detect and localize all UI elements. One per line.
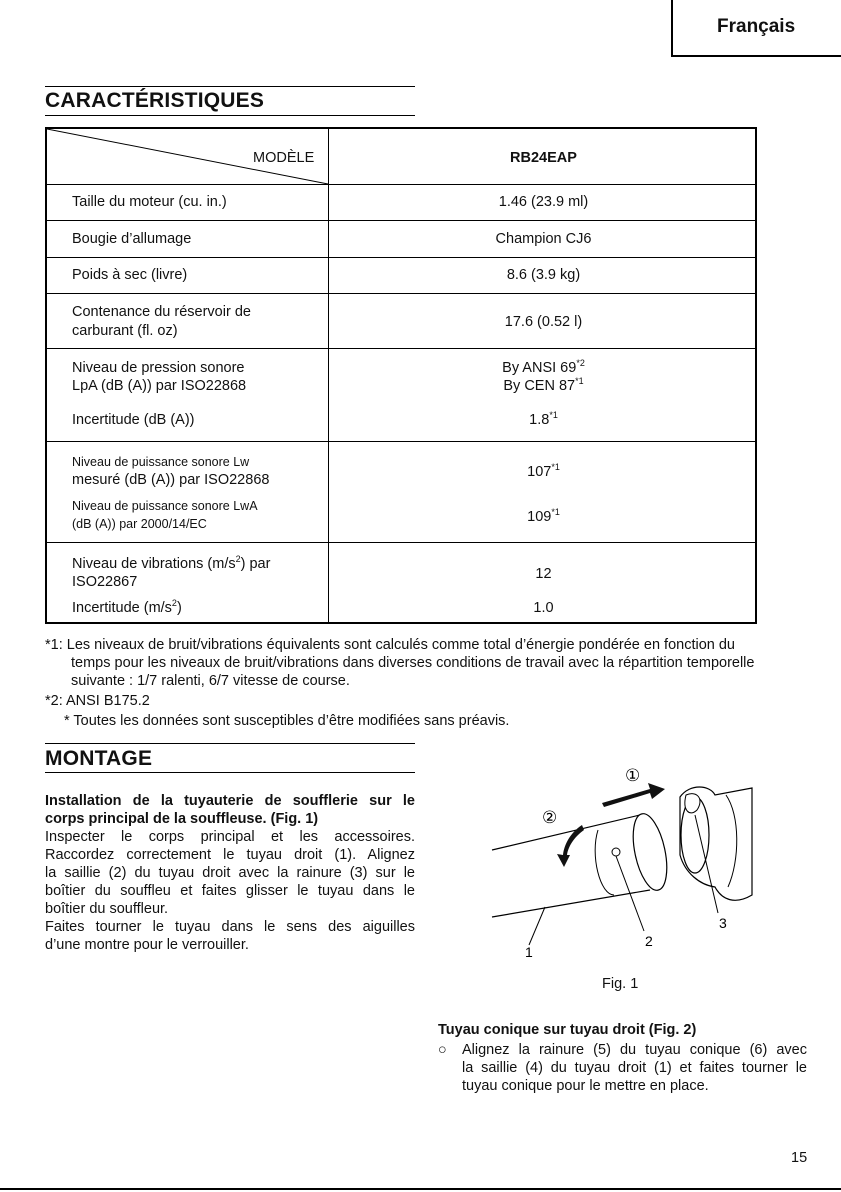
row-divider xyxy=(47,348,755,349)
row-label: (dB (A)) par 2000/14/EC xyxy=(72,517,207,531)
row-value: 8.6 (3.9 kg) xyxy=(506,267,581,283)
footnote-1-cont: temps pour les niveaux de bruit/vibrations dans diverses conditions de travail avec la répartition temporelle xyxy=(71,655,755,671)
row-value: By CEN 87$^{*1}$ xyxy=(503,376,584,394)
row-label: Taille du moteur (cu. in.) xyxy=(72,194,227,210)
callout-3: 3 xyxy=(719,915,727,931)
figure-caption: Fig. 1 xyxy=(602,976,639,992)
montage-text: boîtier du souffleu et faites glisser le tuyau dans le xyxy=(45,883,415,899)
row-label: mesuré (dB (A)) par ISO22868 xyxy=(72,472,270,488)
row-value: 1.46 (23.9 ml) xyxy=(498,194,589,210)
montage-subtitle: corps principal de la souffleuse. (Fig. 1) xyxy=(45,811,319,827)
montage-text: Inspecter le corps principal et les accessoires. xyxy=(45,829,415,845)
marker-1: ① xyxy=(625,766,641,786)
language-label: Français xyxy=(717,16,796,37)
row-divider xyxy=(47,293,755,294)
row-label: ISO22867 xyxy=(72,574,138,590)
row-value: 109$^{*1}$ xyxy=(527,507,560,525)
row-value: 17.6 (0.52 l) xyxy=(504,314,583,330)
row-value: 1.8$^{*1}$ xyxy=(529,410,558,428)
row-divider xyxy=(47,542,755,543)
row-value: Champion CJ6 xyxy=(495,231,592,247)
montage-text: Faites tourner le tuyau dans le sens des aiguilles xyxy=(45,919,415,935)
montage-text: d’une montre pour le verrouiller. xyxy=(45,937,249,953)
row-label: Niveau de vibrations $(m/s^2)$ par xyxy=(72,554,271,572)
montage-subtitle: Installation de la tuyauterie de soufflerie sur le xyxy=(45,793,415,809)
row-label: LpA (dB (A)) par ISO22868 xyxy=(72,378,247,394)
row-divider xyxy=(47,257,755,258)
callout-2: 2 xyxy=(645,933,653,949)
row-value: 12 xyxy=(535,566,552,582)
footnote-1-cont: suivante : 1/7 ralenti, 6/7 vitesse de course. xyxy=(71,673,350,689)
section-heading: Tuyau conique sur tuyau droit (Fig. 2) xyxy=(438,1022,697,1038)
language-tab xyxy=(671,0,841,57)
row-value: 107$^{*1}$ xyxy=(527,462,560,480)
section-text: tuyau conique pour le mettre en place. xyxy=(462,1078,709,1094)
montage-text: Raccordez correctement le tuyau droit (1). Alignez xyxy=(45,847,415,863)
page-number: 15 xyxy=(791,1150,808,1166)
footnote-3: * Toutes les données sont susceptibles d’être modifiées sans préavis. xyxy=(64,713,510,729)
montage-text: la saillie (2) du tuyau droit avec la rainure (3) sur le xyxy=(45,865,415,881)
row-label: Incertitude $(m/s^2)$ xyxy=(72,598,182,616)
heading-rule-bottom xyxy=(45,772,415,773)
row-label: Niveau de puissance sonore LwA xyxy=(72,499,258,513)
row-value: 1.0 xyxy=(533,600,554,616)
row-label: Niveau de puissance sonore Lw xyxy=(72,455,250,469)
footnote-2: *2: ANSI B175.2 xyxy=(45,693,150,709)
row-label: Incertitude (dB (A)) xyxy=(72,412,195,428)
row-divider xyxy=(47,220,755,221)
heading-rule-top xyxy=(45,743,415,744)
section-text: Alignez la rainure (5) du tuyau conique (6) avec xyxy=(462,1042,807,1058)
row-divider xyxy=(47,184,755,185)
section-text: la saillie (4) du tuyau droit (1) et faites tourner le xyxy=(462,1060,807,1076)
bottom-rule xyxy=(0,1188,841,1190)
row-label: Bougie d’allumage xyxy=(72,231,192,247)
montage-text: boîtier du souffleur. xyxy=(45,901,169,917)
spec-table xyxy=(45,127,757,624)
footnote-1: *1: Les niveaux de bruit/vibrations équivalents sont calculés comme total d’énergie pondérée en fonction du xyxy=(45,637,735,653)
montage-title: MONTAGE xyxy=(45,747,153,770)
column-divider xyxy=(328,129,329,622)
heading-rule-bottom xyxy=(45,115,415,116)
model-value: RB24EAP xyxy=(510,150,577,166)
model-label: MODÈLE xyxy=(253,150,315,166)
row-divider xyxy=(47,441,755,442)
marker-2: ② xyxy=(542,808,558,828)
bullet-icon: ○ xyxy=(438,1042,447,1058)
heading-rule-top xyxy=(45,86,415,87)
row-label: Contenance du réservoir de xyxy=(72,304,251,320)
row-label: Poids à sec (livre) xyxy=(72,267,188,283)
row-label: Niveau de pression sonore xyxy=(72,360,245,376)
callout-1: 1 xyxy=(525,944,533,960)
specs-title: CARACTÉRISTIQUES xyxy=(45,89,265,112)
figure-1-illustration xyxy=(490,755,770,970)
row-label: carburant (fl. oz) xyxy=(72,323,178,339)
row-value: By ANSI 69$^{*2}$ xyxy=(502,358,585,376)
